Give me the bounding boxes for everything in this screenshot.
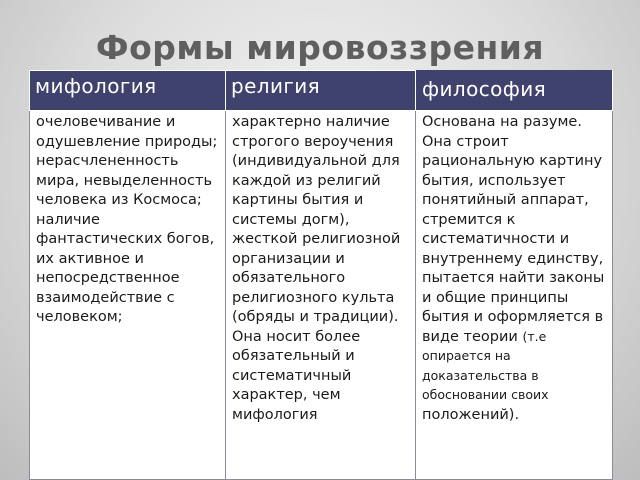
header-mythology: мифология	[30, 71, 226, 111]
cell-religion: характерно наличие строгого вероучения (индивидуальной для каждой из религий картины бытия и системы догм), жесткой религиозной организации и обязательного религиозного культа (обряды и традиции). Она носит более обязательный и систематичный характер, чем мифология	[226, 111, 416, 480]
header-religion: религия	[226, 71, 416, 111]
worldview-forms-table	[29, 70, 613, 480]
cell-mythology: очеловечивание и одушевление природы; нерасчлененность мира, невыделенность человека из Космоса; наличие фантастических богов, их активное и непосредственное взаимодействие с человеком;	[30, 111, 226, 480]
cell-philosophy	[416, 111, 613, 480]
slide-title: Формы мировоззрения	[95, 28, 545, 67]
philosophy-end-text: положений).	[422, 406, 520, 423]
header-philosophy: философия	[422, 77, 547, 101]
philosophy-note-text: (т.е опирается на доказательства в обосновании своих	[422, 328, 549, 402]
philosophy-main-text: Основана на разуме. Она строит рациональную картину бытия, использует понятийный аппарат, стремится к систематичности и внутреннему единству, пытается найти законы и общие принципы бытия и оформляется в виде теории	[422, 114, 605, 345]
